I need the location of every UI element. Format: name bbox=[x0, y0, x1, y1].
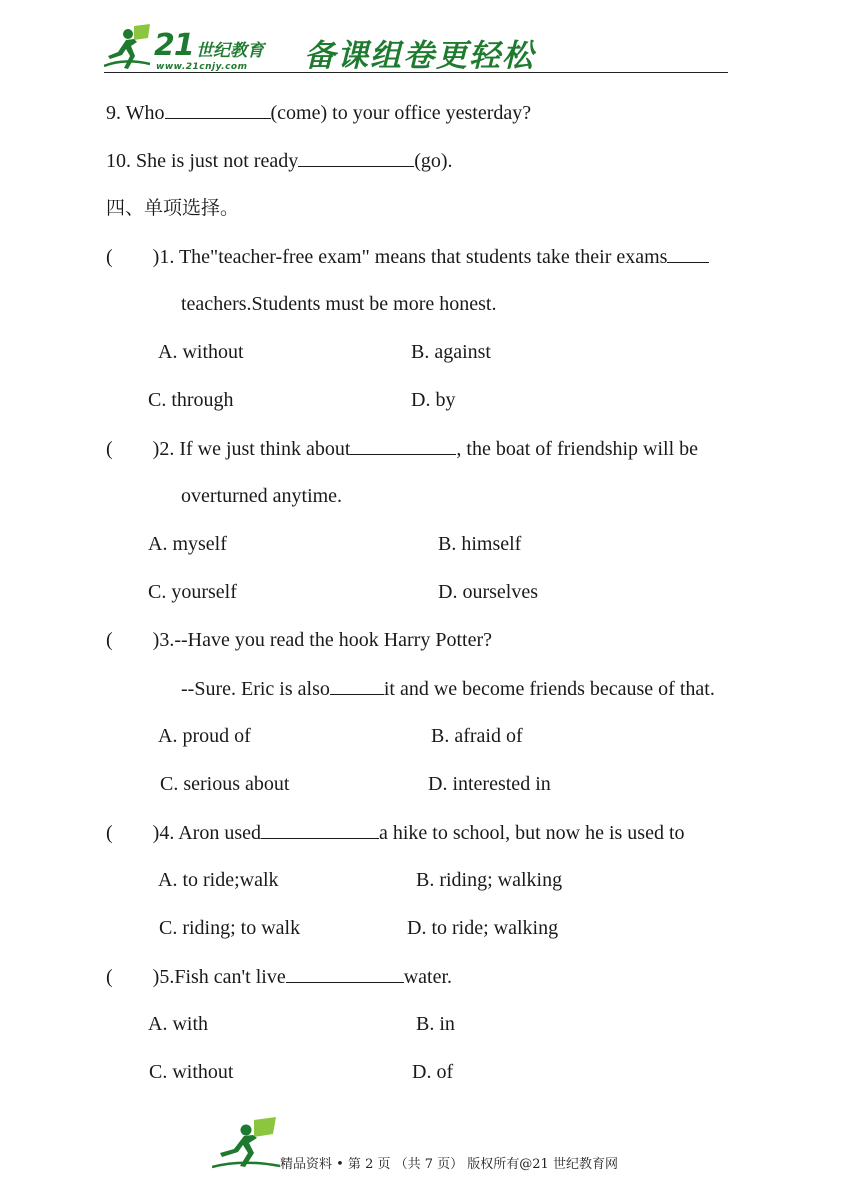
answer-bracket: ( ) bbox=[106, 438, 160, 460]
answer-blank bbox=[261, 820, 379, 839]
option-b: B. riding; walking bbox=[416, 869, 563, 891]
question-2: ( )2. If we just think about , the boat of friendship will be bbox=[106, 438, 699, 460]
question-3: ( )3.--Have you read the hook Harry Potter? bbox=[106, 629, 492, 651]
fill-in-item-10: 10. She is just not ready (go). bbox=[106, 150, 453, 172]
brand-number: 21 bbox=[154, 28, 194, 63]
option-a: A. with bbox=[148, 1013, 208, 1035]
header-divider bbox=[104, 72, 728, 73]
question-3-continued: --Sure. Eric is also it and we become friends because of that. bbox=[181, 678, 715, 700]
option-a: A. without bbox=[158, 341, 244, 363]
footer-text: 精品资料 • 第 2 页 （共 7 页） 版权所有@21 世纪教育网 bbox=[280, 1157, 618, 1172]
option-d: D. to ride; walking bbox=[407, 917, 559, 939]
answer-blank bbox=[667, 244, 709, 263]
page-footer bbox=[212, 1116, 672, 1172]
question-4: ( )4. Aron used a hike to school, but now he is used to bbox=[106, 822, 685, 844]
answer-bracket: ( ) bbox=[106, 822, 160, 844]
option-c: C. without bbox=[149, 1061, 234, 1083]
answer-bracket: ( ) bbox=[106, 246, 160, 268]
option-b: B. in bbox=[416, 1013, 455, 1035]
option-d: D. interested in bbox=[428, 773, 551, 795]
option-d: D. by bbox=[411, 389, 456, 411]
option-b: B. against bbox=[411, 341, 491, 363]
answer-bracket: ( ) bbox=[106, 966, 160, 988]
option-c: C. serious about bbox=[160, 773, 290, 795]
option-d: D. of bbox=[412, 1061, 454, 1083]
question-1: ( )1. The"teacher-free exam" means that students take their exams bbox=[106, 244, 709, 269]
option-c: C. riding; to walk bbox=[159, 917, 301, 939]
option-a: A. myself bbox=[148, 533, 227, 555]
answer-blank bbox=[298, 148, 414, 167]
answer-blank bbox=[350, 436, 456, 455]
brand-name: 世纪教育 bbox=[196, 41, 264, 61]
question-1-continued: teachers.Students must be more honest. bbox=[181, 293, 497, 315]
answer-blank bbox=[330, 676, 384, 695]
runner-logo-icon bbox=[104, 22, 156, 72]
option-b: B. himself bbox=[438, 533, 522, 555]
runner-logo-icon bbox=[212, 1116, 282, 1170]
brand-url: www.21cnjy.com bbox=[156, 62, 248, 72]
section-title: 四、单项选择。 bbox=[106, 197, 240, 219]
option-a: A. proud of bbox=[158, 725, 251, 747]
answer-bracket: ( ) bbox=[106, 629, 160, 651]
option-a: A. to ride;walk bbox=[158, 869, 279, 891]
page-header bbox=[104, 22, 728, 74]
option-b: B. afraid of bbox=[431, 725, 523, 747]
option-c: C. through bbox=[148, 389, 234, 411]
answer-blank bbox=[286, 964, 404, 983]
option-d: D. ourselves bbox=[438, 581, 538, 603]
fill-in-item-9: 9. Who (come) to your office yesterday? bbox=[106, 102, 532, 124]
question-2-continued: overturned anytime. bbox=[181, 485, 343, 507]
question-5: ( )5.Fish can't live water. bbox=[106, 966, 453, 988]
header-slogan: 备课组卷更轻松 bbox=[304, 38, 535, 74]
answer-blank bbox=[165, 100, 271, 119]
option-c: C. yourself bbox=[148, 581, 237, 603]
